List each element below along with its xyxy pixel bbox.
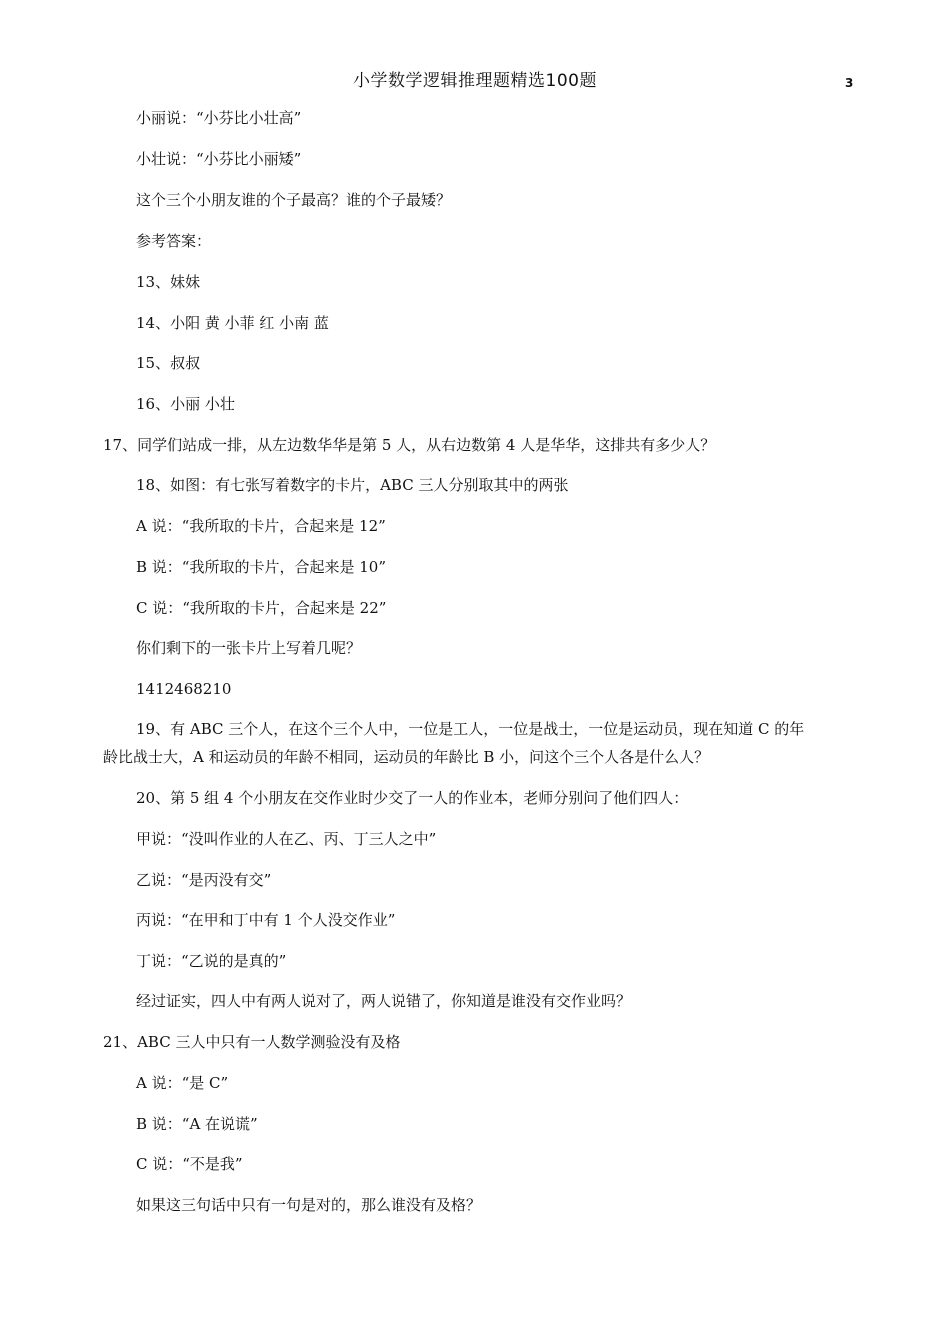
text-line: 你们剩下的一张卡片上写着几呢？	[136, 639, 362, 657]
text-line: B 说：“A 在说谎”	[136, 1115, 258, 1133]
page-header-title: 小学数学逻辑推理题精选100题	[353, 71, 597, 91]
text-line: C 说：“我所取的卡片，合起来是 22”	[136, 599, 387, 617]
text-line: 如果这三句话中只有一句是对的，那么谁没有及格？	[136, 1196, 482, 1214]
text-line: 18、如图：有七张写着数字的卡片，ABC 三人分别取其中的两张	[136, 476, 569, 494]
text-line: 13、妹妹	[136, 273, 201, 291]
text-line: 丙说：“在甲和丁中有 1 个人没交作业”	[136, 911, 396, 929]
page-number: 3	[845, 76, 854, 90]
text-line: B 说：“我所取的卡片，合起来是 10”	[136, 558, 386, 576]
text-line: 丁说：“乙说的是真的”	[136, 952, 287, 970]
text-line: 小壮说：“小芬比小丽矮”	[136, 150, 302, 168]
text-line: 20、第 5 组 4 个小朋友在交作业时少交了一人的作业本，老师分别问了他们四人：	[136, 789, 689, 807]
text-line: 21、ABC 三人中只有一人数学测验没有及格	[103, 1033, 401, 1051]
text-line: 龄比战士大，A 和运动员的年龄不相同，运动员的年龄比 B 小，问这个三个人各是什么人？	[103, 748, 710, 766]
text-line: 这个三个小朋友谁的个子最高？谁的个子最矮？	[136, 191, 452, 209]
text-line: 15、叔叔	[136, 354, 201, 372]
text-line: 经过证实，四人中有两人说对了，两人说错了，你知道是谁没有交作业吗？	[136, 992, 632, 1010]
text-line: 参考答案：	[136, 232, 212, 250]
text-line: C 说：“不是我”	[136, 1155, 243, 1173]
text-line: 14、小阳 黄 小菲 红 小南 蓝	[136, 314, 329, 332]
text-line: A 说：“我所取的卡片，合起来是 12”	[136, 517, 386, 535]
text-line: 乙说：“是丙没有交”	[136, 871, 272, 889]
text-line: 1412468210	[136, 680, 232, 698]
text-line: 甲说：“没叫作业的人在乙、丙、丁三人之中”	[136, 830, 437, 848]
text-line: A 说：“是 C”	[136, 1074, 229, 1092]
text-line: 19、有 ABC 三个人，在这个三个人中，一位是工人，一位是战士，一位是运动员，现在知道 C 的年	[136, 720, 805, 738]
text-line: 小丽说：“小芬比小壮高”	[136, 109, 302, 127]
text-line: 16、小丽 小壮	[136, 395, 235, 413]
text-line: 17、同学们站成一排，从左边数华华是第 5 人，从右边数第 4 人是华华，这排共有多少人？	[103, 436, 716, 454]
